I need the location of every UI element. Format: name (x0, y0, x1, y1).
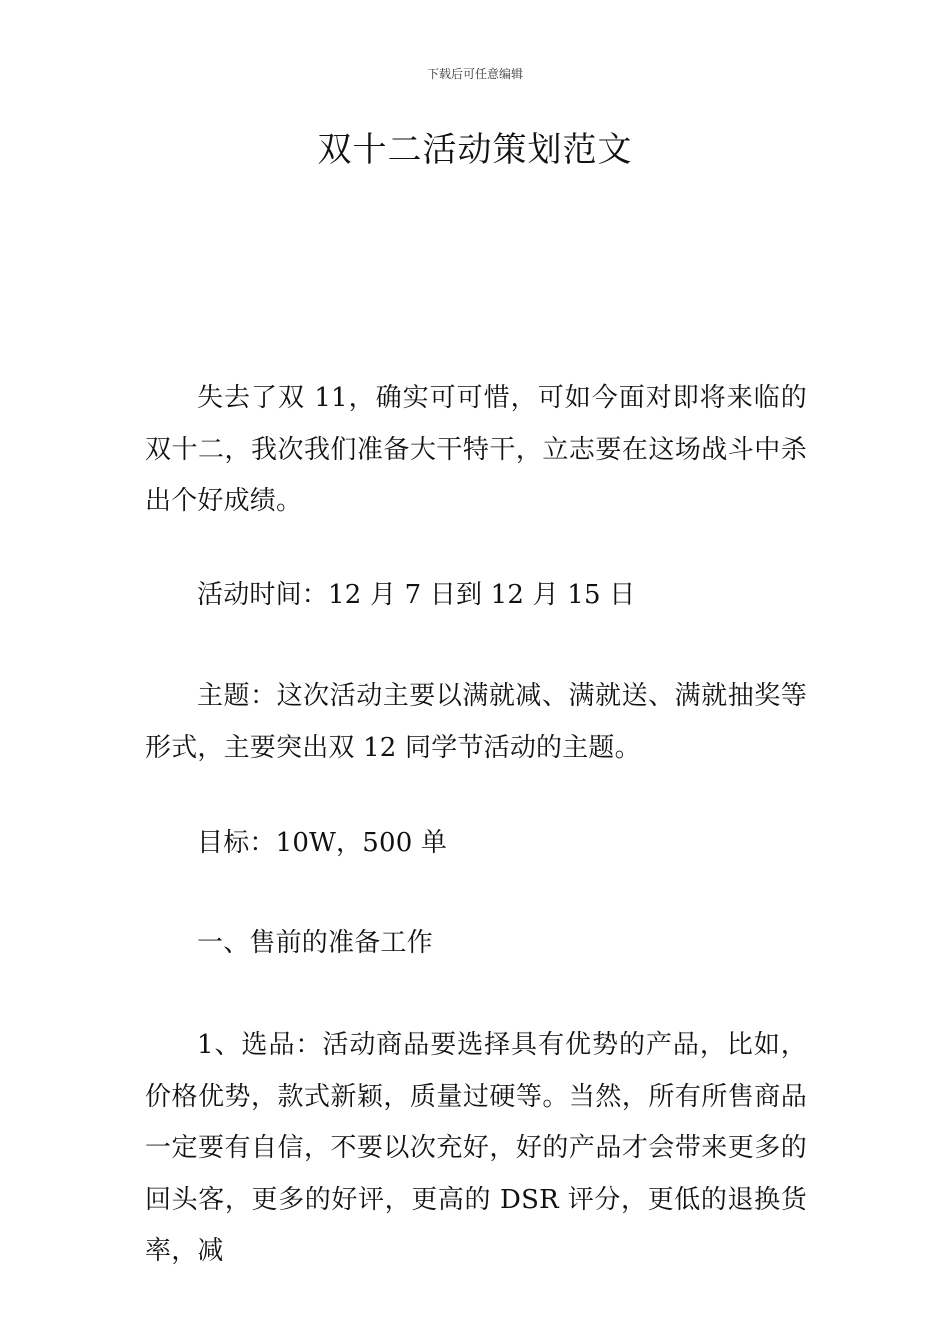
paragraph-activity-time: 活动时间：12 月 7 日到 12 月 15 日 (197, 580, 636, 610)
paragraph-theme: 主题：这次活动主要以满就减、满就送、满就抽奖等形式，主要突出双 12 同学节活动的主题。 (145, 681, 807, 763)
header-note: 下载后可任意编辑 (426, 67, 523, 81)
section-heading-presale-preparation: 一、售前的准备工作 (197, 928, 433, 958)
paragraph-goal: 目标：10W，500 单 (197, 828, 448, 858)
document-title: 双十二活动策划范文 (317, 130, 633, 170)
paragraph-intro: 失去了双 11，确实可可惜，可如今面对即将来临的双十二，我次我们准备大干特干，立志要在这场战斗中杀出个好成绩。 (145, 383, 807, 516)
paragraph-product-selection: 1、选品：活动商品要选择具有优势的产品，比如，价格优势，款式新颖，质量过硬等。当然，所有所售商品一定要有自信，不要以次充好，好的产品才会带来更多的回头客，更多的好评，更高的 DSR 评分，更低的退换货率，减 (145, 1030, 807, 1266)
